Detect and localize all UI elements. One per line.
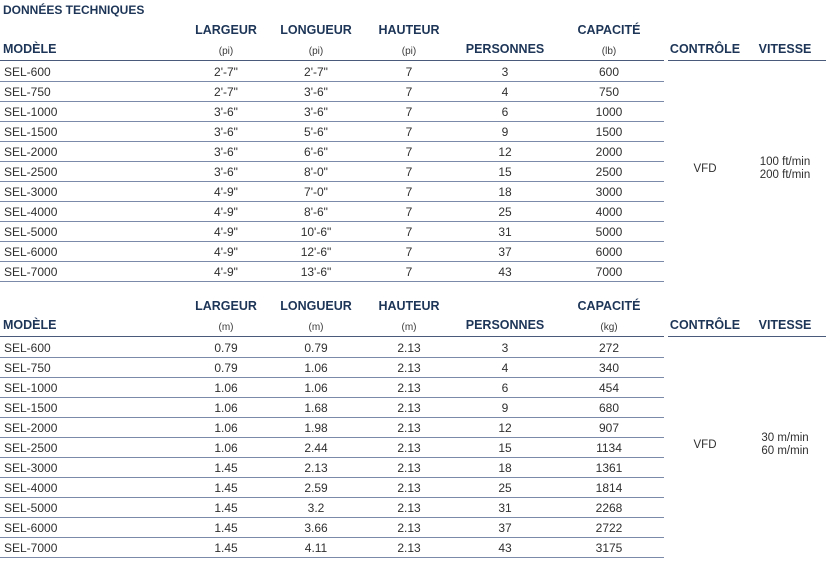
cell-personnes: 31	[498, 501, 512, 515]
cell-capacite: 600	[598, 65, 620, 79]
table-row	[0, 82, 664, 102]
cell-largeur: 1.45	[214, 461, 238, 475]
cell-personnes: 15	[498, 441, 512, 455]
vitesse-value: 100 ft/min	[759, 156, 811, 168]
table-row	[0, 122, 664, 142]
cell-largeur: 4'-9"	[214, 245, 238, 259]
header-capacite: CAPACITÉ	[577, 299, 641, 313]
cell-capacite: 2722	[595, 521, 623, 535]
unit-capacite: (lb)	[601, 46, 617, 57]
cell-capacite: 750	[598, 85, 620, 99]
cell-longueur: 2.13	[304, 461, 328, 475]
cell-longueur: 2.59	[304, 481, 328, 495]
cell-hauteur: 2.13	[397, 521, 421, 535]
cell-model: SEL-1500	[4, 125, 58, 139]
cell-longueur: 1.98	[304, 421, 328, 435]
cell-model: SEL-2000	[4, 145, 58, 159]
cell-hauteur: 7	[405, 245, 413, 259]
header-modele: MODÈLE	[3, 42, 57, 56]
cell-model: SEL-2500	[4, 441, 58, 455]
cell-capacite: 2500	[595, 165, 623, 179]
cell-capacite: 340	[598, 361, 620, 375]
cell-capacite: 3175	[595, 541, 623, 555]
cell-capacite: 907	[598, 421, 620, 435]
cell-model: SEL-1500	[4, 401, 58, 415]
cell-largeur: 3'-6"	[214, 125, 238, 139]
cell-model: SEL-3000	[4, 461, 58, 475]
header-controle: CONTRÔLE	[669, 318, 741, 332]
cell-largeur: 2'-7"	[214, 85, 238, 99]
cell-model: SEL-7000	[4, 265, 58, 279]
cell-largeur: 1.45	[214, 481, 238, 495]
cell-personnes: 12	[498, 421, 512, 435]
vitesse-value: 30 m/min	[761, 432, 809, 444]
cell-model: SEL-4000	[4, 205, 58, 219]
cell-longueur: 10'-6"	[300, 225, 332, 239]
header-largeur: LARGEUR	[195, 299, 257, 313]
cell-model: SEL-4000	[4, 481, 58, 495]
cell-capacite: 6000	[595, 245, 623, 259]
cell-longueur: 0.79	[304, 341, 328, 355]
cell-largeur: 4'-9"	[214, 225, 238, 239]
cell-hauteur: 7	[405, 85, 413, 99]
cell-personnes: 31	[498, 225, 512, 239]
cell-model: SEL-3000	[4, 185, 58, 199]
cell-longueur: 5'-6"	[304, 125, 328, 139]
table-row	[0, 398, 664, 418]
cell-hauteur: 2.13	[397, 421, 421, 435]
spec-table-metric	[0, 296, 832, 558]
header-hauteur: HAUTEUR	[378, 23, 440, 37]
cell-largeur: 1.45	[214, 501, 238, 515]
cell-largeur: 4'-9"	[214, 185, 238, 199]
cell-hauteur: 7	[405, 205, 413, 219]
unit-largeur: (pi)	[218, 46, 234, 57]
cell-personnes: 9	[501, 125, 509, 139]
table-row	[0, 458, 664, 478]
cell-hauteur: 7	[405, 65, 413, 79]
cell-capacite: 5000	[595, 225, 623, 239]
table-row	[0, 378, 664, 398]
header-modele: MODÈLE	[3, 318, 57, 332]
cell-personnes: 3	[501, 65, 509, 79]
cell-personnes: 18	[498, 185, 512, 199]
cell-capacite: 7000	[595, 265, 623, 279]
table-row	[0, 338, 664, 358]
vitesse-value: 60 m/min	[761, 445, 809, 457]
table-row	[0, 202, 664, 222]
vitesse-value: 200 ft/min	[759, 169, 811, 181]
header-rule	[0, 336, 664, 337]
table-row	[0, 538, 664, 558]
cell-largeur: 3'-6"	[214, 165, 238, 179]
header-rule-right	[668, 336, 826, 337]
cell-capacite: 1814	[595, 481, 623, 495]
cell-largeur: 1.06	[214, 441, 238, 455]
cell-personnes: 6	[501, 105, 509, 119]
cell-hauteur: 2.13	[397, 441, 421, 455]
cell-longueur: 8'-0"	[304, 165, 328, 179]
cell-model: SEL-1000	[4, 105, 58, 119]
header-hauteur: HAUTEUR	[378, 299, 440, 313]
header-longueur: LONGUEUR	[280, 23, 352, 37]
unit-hauteur: (m)	[401, 322, 417, 333]
cell-largeur: 4'-9"	[214, 265, 238, 279]
controle-value: VFD	[693, 163, 717, 175]
cell-longueur: 2.44	[304, 441, 328, 455]
cell-capacite: 1361	[595, 461, 623, 475]
cell-model: SEL-750	[4, 85, 51, 99]
table-row	[0, 182, 664, 202]
table-row	[0, 262, 664, 282]
cell-personnes: 37	[498, 245, 512, 259]
cell-largeur: 1.06	[214, 401, 238, 415]
cell-longueur: 2'-7"	[304, 65, 328, 79]
row-divider	[0, 557, 664, 558]
cell-longueur: 1.06	[304, 361, 328, 375]
table-row	[0, 162, 664, 182]
header-longueur: LONGUEUR	[280, 299, 352, 313]
cell-capacite: 1500	[595, 125, 623, 139]
header-controle: CONTRÔLE	[669, 42, 741, 56]
header-personnes: PERSONNES	[465, 318, 545, 332]
cell-personnes: 12	[498, 145, 512, 159]
cell-longueur: 12'-6"	[300, 245, 332, 259]
table-row	[0, 498, 664, 518]
controle-value: VFD	[693, 439, 717, 451]
cell-capacite: 4000	[595, 205, 623, 219]
cell-model: SEL-600	[4, 65, 51, 79]
table-row	[0, 418, 664, 438]
cell-capacite: 272	[598, 341, 620, 355]
cell-longueur: 8'-6"	[304, 205, 328, 219]
cell-model: SEL-2500	[4, 165, 58, 179]
cell-longueur: 3.2	[307, 501, 325, 515]
cell-capacite: 3000	[595, 185, 623, 199]
cell-longueur: 13'-6"	[300, 265, 332, 279]
table-row	[0, 102, 664, 122]
cell-hauteur: 2.13	[397, 341, 421, 355]
header-rule	[0, 60, 664, 61]
cell-model: SEL-6000	[4, 245, 58, 259]
cell-personnes: 4	[501, 85, 509, 99]
cell-personnes: 9	[501, 401, 509, 415]
table-row	[0, 518, 664, 538]
cell-hauteur: 2.13	[397, 501, 421, 515]
cell-largeur: 3'-6"	[214, 145, 238, 159]
vitesse-values	[761, 432, 808, 458]
cell-hauteur: 7	[405, 125, 413, 139]
cell-personnes: 25	[498, 205, 512, 219]
cell-largeur: 0.79	[214, 341, 238, 355]
cell-hauteur: 2.13	[397, 381, 421, 395]
cell-personnes: 43	[498, 265, 512, 279]
header-largeur: LARGEUR	[195, 23, 257, 37]
unit-capacite: (kg)	[600, 322, 618, 333]
table-row	[0, 358, 664, 378]
cell-hauteur: 7	[405, 225, 413, 239]
cell-hauteur: 7	[405, 185, 413, 199]
cell-longueur: 1.06	[304, 381, 328, 395]
cell-capacite: 1000	[595, 105, 623, 119]
table-row	[0, 62, 664, 82]
cell-largeur: 1.45	[214, 541, 238, 555]
cell-personnes: 6	[501, 381, 509, 395]
cell-personnes: 3	[501, 341, 509, 355]
table-row	[0, 438, 664, 458]
cell-hauteur: 2.13	[397, 481, 421, 495]
spec-table-imperial	[0, 20, 832, 282]
cell-hauteur: 7	[405, 165, 413, 179]
unit-largeur: (m)	[218, 322, 234, 333]
table-row	[0, 242, 664, 262]
cell-capacite: 454	[598, 381, 620, 395]
cell-capacite: 2268	[595, 501, 623, 515]
cell-personnes: 37	[498, 521, 512, 535]
cell-hauteur: 2.13	[397, 541, 421, 555]
table-row	[0, 142, 664, 162]
header-vitesse: VITESSE	[758, 318, 812, 332]
cell-personnes: 18	[498, 461, 512, 475]
cell-hauteur: 7	[405, 145, 413, 159]
cell-model: SEL-2000	[4, 421, 58, 435]
cell-largeur: 1.06	[214, 381, 238, 395]
cell-model: SEL-5000	[4, 501, 58, 515]
cell-hauteur: 2.13	[397, 361, 421, 375]
table-row	[0, 478, 664, 498]
cell-longueur: 1.68	[304, 401, 328, 415]
unit-longueur: (pi)	[308, 46, 324, 57]
cell-model: SEL-5000	[4, 225, 58, 239]
cell-largeur: 3'-6"	[214, 105, 238, 119]
cell-capacite: 1134	[596, 441, 622, 455]
cell-longueur: 7'-0"	[304, 185, 328, 199]
cell-largeur: 4'-9"	[214, 205, 238, 219]
cell-largeur: 0.79	[214, 361, 238, 375]
cell-longueur: 6'-6"	[304, 145, 328, 159]
cell-hauteur: 7	[405, 105, 413, 119]
cell-hauteur: 2.13	[397, 461, 421, 475]
header-personnes: PERSONNES	[465, 42, 545, 56]
cell-model: SEL-7000	[4, 541, 58, 555]
cell-largeur: 1.45	[214, 521, 238, 535]
vitesse-values	[760, 156, 811, 182]
header-vitesse: VITESSE	[758, 42, 812, 56]
cell-largeur: 1.06	[214, 421, 238, 435]
cell-longueur: 3.66	[304, 521, 328, 535]
cell-hauteur: 2.13	[397, 401, 421, 415]
cell-longueur: 3'-6"	[304, 85, 328, 99]
cell-personnes: 4	[501, 361, 509, 375]
cell-model: SEL-600	[4, 341, 51, 355]
cell-longueur: 4.11	[304, 541, 328, 555]
cell-personnes: 25	[498, 481, 512, 495]
cell-capacite: 680	[598, 401, 620, 415]
cell-personnes: 43	[498, 541, 512, 555]
table-row	[0, 222, 664, 242]
cell-model: SEL-750	[4, 361, 51, 375]
unit-hauteur: (pi)	[401, 46, 417, 57]
cell-hauteur: 7	[405, 265, 413, 279]
cell-personnes: 15	[498, 165, 512, 179]
cell-longueur: 3'-6"	[304, 105, 328, 119]
cell-capacite: 2000	[595, 145, 623, 159]
cell-largeur: 2'-7"	[214, 65, 238, 79]
header-rule-right	[668, 60, 826, 61]
header-capacite: CAPACITÉ	[577, 23, 641, 37]
unit-longueur: (m)	[308, 322, 324, 333]
cell-model: SEL-6000	[4, 521, 58, 535]
page-title: DONNÉES TECHNIQUES	[3, 3, 145, 17]
cell-model: SEL-1000	[4, 381, 58, 395]
row-divider	[0, 281, 664, 282]
